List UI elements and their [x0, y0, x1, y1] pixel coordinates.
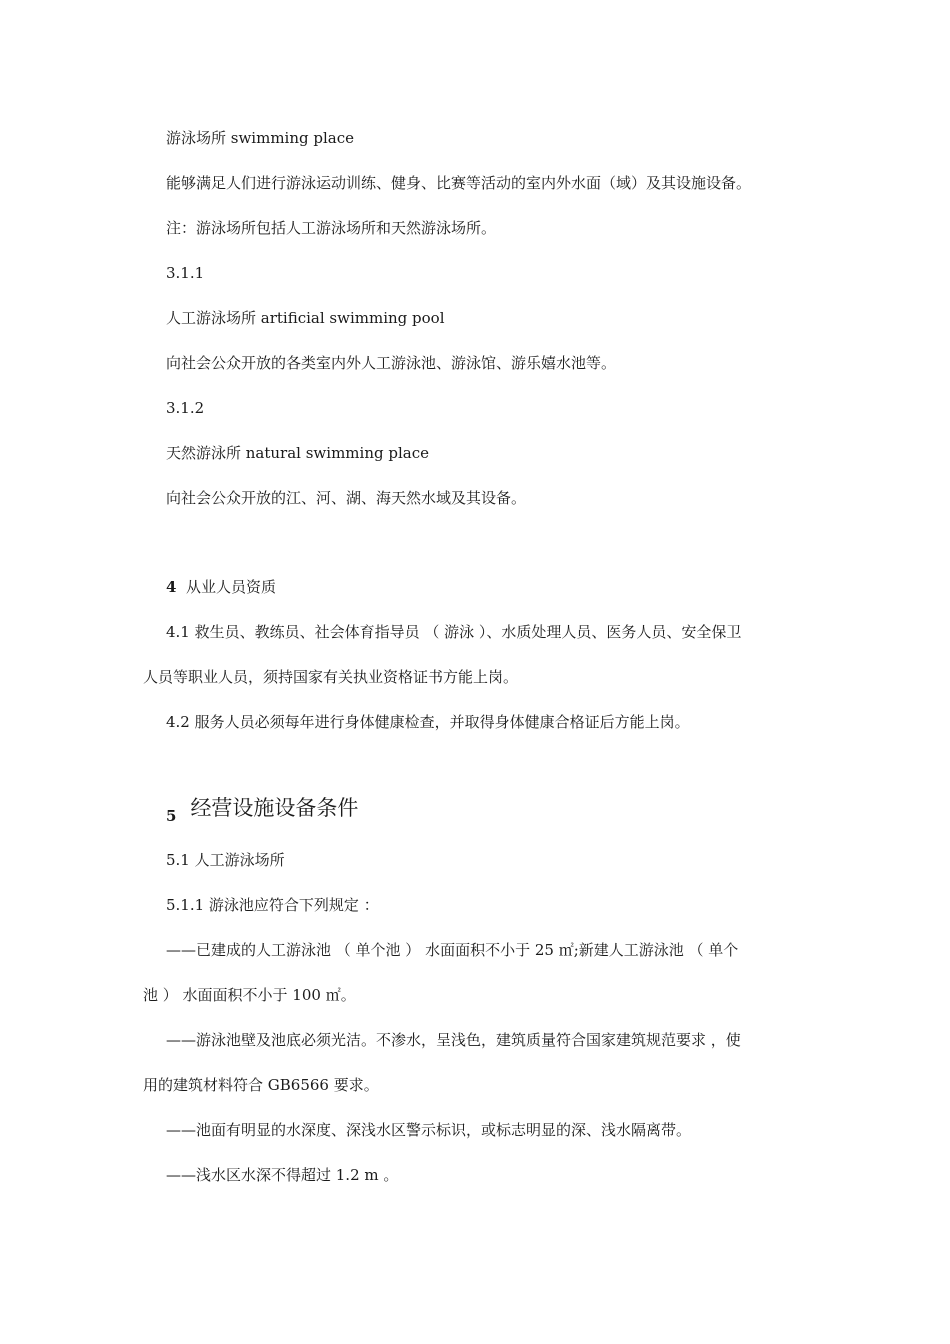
clause-5-1-1: 5.1.1 游泳池应符合下列规定 ： [166, 896, 379, 914]
note-swimming-place: 注：游泳场所包括人工游泳场所和天然游泳场所。 [166, 219, 497, 237]
rule-pool-walls-cont: 用的建筑材料符合 GB6566 要求。 [143, 1076, 379, 1094]
section-4-number: 4 [166, 578, 177, 596]
section-5-title: 经营设施设备条件 [190, 796, 359, 820]
clause-number-3-1-2: 3.1.2 [166, 399, 205, 417]
clause-5-1: 5.1 人工游泳场所 [166, 851, 285, 869]
section-5-heading [166, 796, 359, 825]
clause-4-2: 4.2 服务人员必须每年进行身体健康检查，并取得身体健康合格证后方能上岗。 [166, 713, 690, 731]
section-5-number: 5 [166, 807, 177, 825]
rule-depth-signs: ——池面有明显的水深度、深浅水区警示标识，或标志明显的深、浅水隔离带。 [166, 1121, 692, 1139]
section-4-title: 从业人员资质 [185, 578, 276, 596]
clause-4-1-cont: 人员等职业人员，须持国家有关执业资格证书方能上岗。 [143, 668, 519, 686]
section-4-heading [166, 577, 276, 597]
rule-pool-area: ——已建成的人工游泳池 （ 单个池 ） 水面面积不小于 25 ㎡;新建人工游泳池 （ 单个 [166, 941, 739, 959]
rule-pool-walls: ——游泳池壁及池底必须光洁。不渗水，呈浅色，建筑质量符合国家建筑规范要求 ，使 [166, 1031, 741, 1049]
clause-number-3-1-1: 3.1.1 [166, 264, 205, 282]
term-artificial-pool: 人工游泳场所 artificial swimming pool [166, 309, 445, 327]
clause-4-1: 4.1 救生员、教练员、社会体育指导员 （ 游泳 ）、水质处理人员、医务人员、安全保卫 [166, 623, 742, 641]
term-natural-place: 天然游泳所 natural swimming place [166, 444, 429, 462]
rule-pool-area-cont: 池 ） 水面面积不小于 100 ㎡。 [143, 986, 356, 1004]
rule-shallow-depth: ——浅水区水深不得超过 1.2 m 。 [166, 1166, 399, 1184]
definition-natural-place: 向社会公众开放的江、河、湖、海天然水域及其设备。 [166, 489, 527, 507]
definition-artificial-pool: 向社会公众开放的各类室内外人工游泳池、游泳馆、游乐嬉水池等。 [166, 354, 617, 372]
term-swimming-place: 游泳场所 swimming place [166, 129, 354, 147]
definition-swimming-place: 能够满足人们进行游泳运动训练、健身、比赛等活动的室内外水面（域）及其设施设备。 [166, 174, 752, 192]
